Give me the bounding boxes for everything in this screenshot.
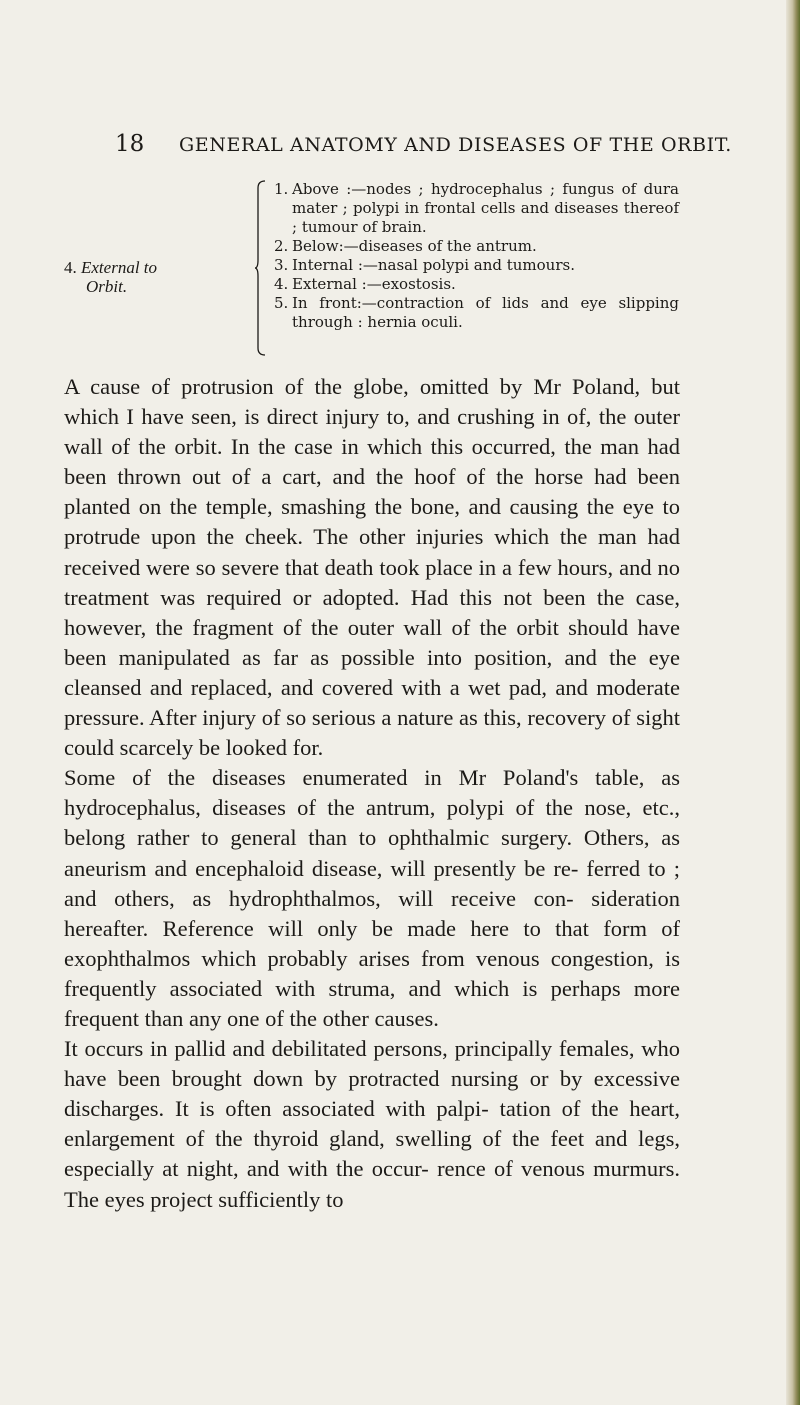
body-text xyxy=(64,372,680,1215)
classification-item xyxy=(274,275,679,294)
lead-label: External to xyxy=(81,258,158,277)
item-number: 5. xyxy=(274,294,289,312)
page-edge xyxy=(786,0,800,1405)
classification-item xyxy=(274,256,679,275)
running-title: GENERAL ANATOMY AND DISEASES OF THE ORBIT. xyxy=(179,134,732,156)
classification-item xyxy=(274,294,679,332)
classification-table xyxy=(64,180,679,360)
item-text: Above :—nodes ; hydrocephalus ; fungus of dura mater ; polypi in frontal cells and diseases thereof ; tumour of brain. xyxy=(292,180,679,236)
item-number: 1. xyxy=(274,180,289,198)
paragraph: Some of the diseases enumerated in Mr Poland's table, as hydrocephalus, diseases of the antrum, polypi of the nose, etc., belong rather to general than to ophthalmic surgery. Others, as aneurism and encephaloid disease, will presently be re- ferred to ; and others, as hydrophthalmos, will receive con- sideration hereafter. Reference will only be made here to that form of exophthalmos which probably arises from venous congestion, is frequently associated with struma, and which is perhaps more frequent than any one of the other causes. xyxy=(64,765,680,1031)
brace-icon xyxy=(254,180,266,356)
item-text: External :—exostosis. xyxy=(292,275,456,293)
classification-item xyxy=(274,180,679,237)
page-number: 18 xyxy=(115,131,145,157)
item-number: 4. xyxy=(274,275,289,293)
paragraph: It occurs in pallid and debilitated persons, principally females, who have been brought down by protracted nursing or by excessive discharges. It is often associated with palpi- tation of the heart, enlargement of the thyroid gland, swelling of the feet and legs, especially at night, and with the occur- rence of venous murmurs. The eyes project sufficiently to xyxy=(64,1036,680,1212)
paragraph: A cause of protrusion of the globe, omitted by Mr Poland, but which I have seen, is direct injury to, and crushing in of, the outer wall of the orbit. In the case in which this occurred, the man had been thrown out of a cart, and the hoof of the horse had been planted on the temple, smashing the bone, and causing the eye to protrude upon the cheek. The other injuries which the man had received were so severe that death took place in a few hours, and no treatment was required or adopted. Had this not been the case, however, the fragment of the outer wall of the orbit should have been manipulated as far as possible into position, and the eye cleansed and replaced, and covered with a wet pad, and moderate pressure. After injury of so serious a nature as this, recovery of sight could scarcely be looked for. xyxy=(64,374,680,761)
classification-items xyxy=(274,180,679,332)
classification-item xyxy=(274,237,679,256)
item-text: Internal :—nasal polypi and tumours. xyxy=(292,256,575,274)
item-number: 3. xyxy=(274,256,289,274)
item-number: 2. xyxy=(274,237,289,255)
lead-number: 4. xyxy=(64,258,77,277)
lead-label-2: Orbit. xyxy=(86,277,128,296)
item-text: In front:—contraction of lids and eye slipping through : hernia oculi. xyxy=(292,294,679,331)
item-text: Below:—diseases of the antrum. xyxy=(292,237,537,255)
classification-lead xyxy=(64,258,254,296)
